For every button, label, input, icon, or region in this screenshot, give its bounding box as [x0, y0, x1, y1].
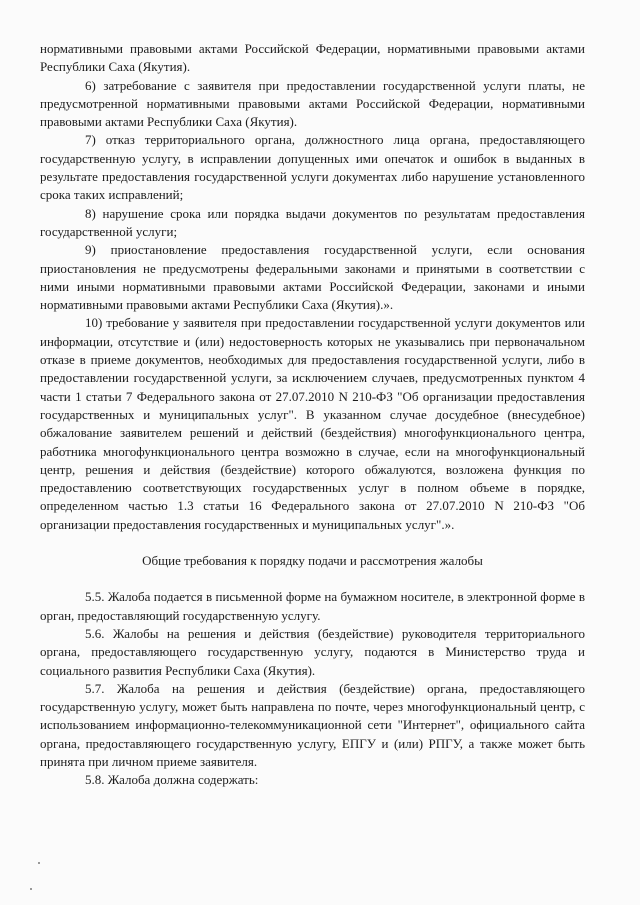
paragraph-5-7: 5.7. Жалоба на решения и действия (бездействие) органа, предоставляющего государственную услугу, может быть направлена по почте, через многофункциональный центр, с использованием информационно-телекоммуникационной сети "Интернет", официального сайта органа, предоставляющего государственную услугу, ЕПГУ и (или) РПГУ, а также может быть принята при личном приеме заявителя.: [40, 680, 585, 769]
scan-speck: [38, 862, 40, 864]
section-heading: Общие требования к порядку подачи и рассмотрения жалобы: [142, 553, 483, 569]
paragraph-item-7: 7) отказ территориального органа, должностного лица органа, предоставляющего государственную услугу, в исправлении допущенных ими опечаток и ошибок в выданных в результате предоставления государственной услуги документах либо нарушение установленного срока таких исправлений;: [40, 132, 585, 203]
paragraph-item-9: 9) приостановление предоставления государственной услуги, если основания приостановления не предусмотрены федеральными законами и принятыми в соответствии с ними иными нормативными правовыми актами Российской Федерации, законами и иными нормативными правовыми актами Республики Саха (Якутия).».: [40, 242, 585, 313]
scan-speck: [30, 888, 32, 890]
paragraph-5-5: 5.5. Жалоба подается в письменной форме на бумажном носителе, в электронной форме в орган, предоставляющий государственную услугу.: [40, 589, 585, 623]
paragraph-item-8: 8) нарушение срока или порядка выдачи документов по результатам предоставления государственной услуги;: [40, 205, 585, 239]
paragraph-item-10: 10) требование у заявителя при предоставлении государственной услуги документов или информации, отсутствие и (или) недостоверность которых не указывались при первоначальном отказе в приеме документов, необходимых для предоставления государственной услуги, либо в предоставлении государственной услуги, за исключением случаев, предусмотренных пунктом 4 части 1 статьи 7 Федерального закона от 27.07.2010 N 210-ФЗ "Об организации предоставления государственных и муниципальных услуг". В указанном случае досудебное (внесудебное) обжалование заявителем решений и действий (бездействия) многофункционального центра, работника многофункционального центра возможно в случае, если на многофункциональный центр, решения и действия (бездействие) которого обжалуются, возложена функция по предоставлению соответствующих государственных услуг в полном объеме в порядке, определенном частью 1.3 статьи 16 Федерального закона от 27.07.2010 N 210-ФЗ "Об организации предоставления государственных и муниципальных услуг".».: [40, 315, 585, 532]
document-body: [40, 40, 585, 790]
paragraph-5-8: 5.8. Жалоба должна содержать:: [85, 772, 259, 788]
paragraph-continuation: нормативными правовыми актами Российской Федерации, нормативными правовыми актами Республики Саха (Якутия).: [40, 41, 585, 75]
paragraph-5-6: 5.6. Жалобы на решения и действия (бездействие) руководителя территориального органа, предоставляющего государственную услугу, подаются в Министерство труда и социального развития Республики Саха (Якутия).: [40, 625, 585, 678]
paragraph-item-6: 6) затребование с заявителя при предоставлении государственной услуги платы, не предусмотренной нормативными правовыми актами Российской Федерации, нормативными правовыми актами Республики Саха (Якутия).: [40, 77, 585, 130]
